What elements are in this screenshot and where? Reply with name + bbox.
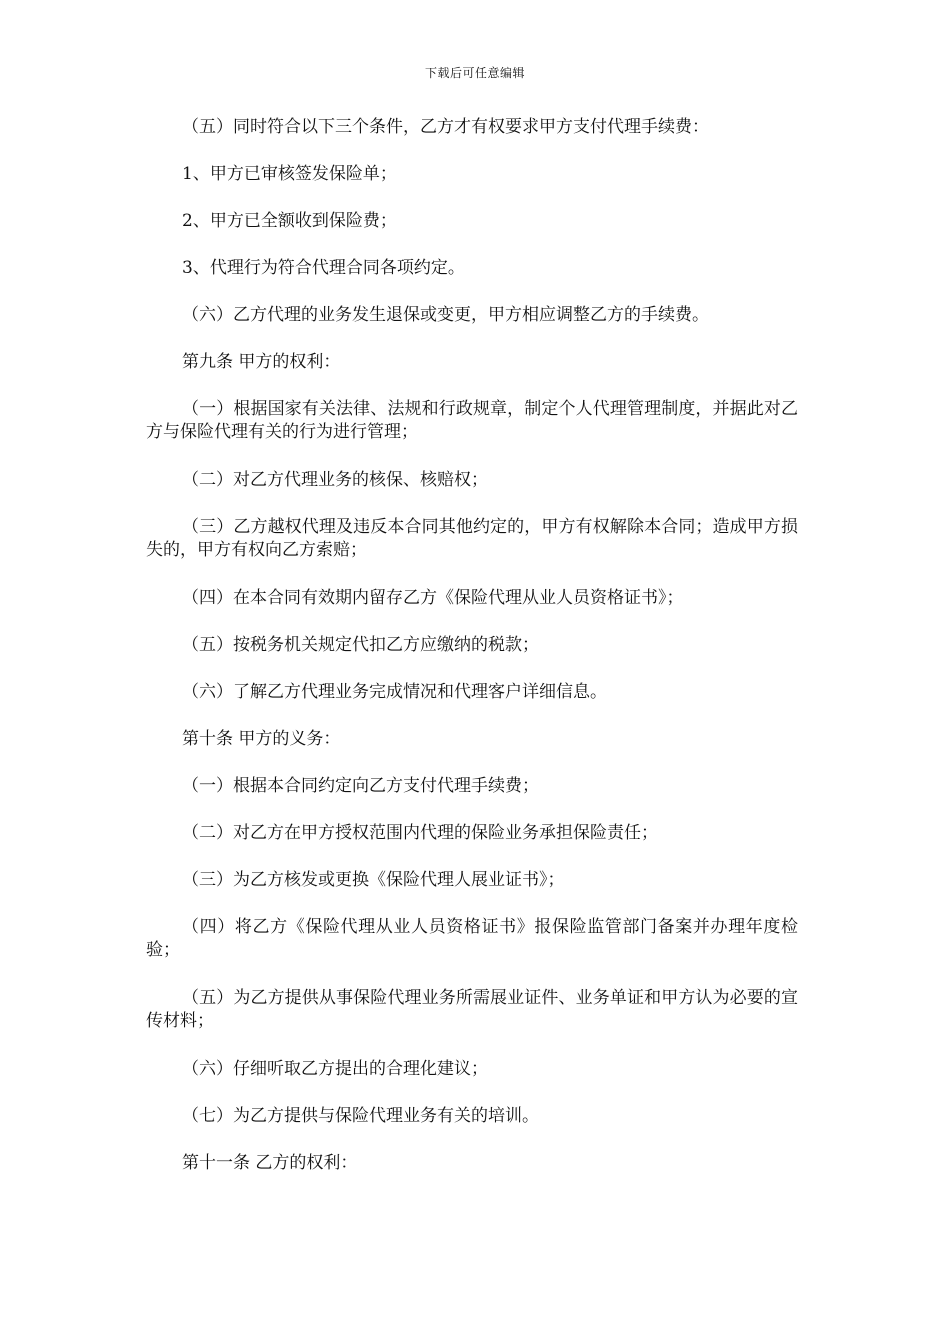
paragraph: （一）根据国家有关法律、法规和行政规章，制定个人代理管理制度，并据此对乙方与保险代理有关的行为进行管理； — [146, 399, 798, 442]
paragraph: （四）将乙方《保险代理从业人员资格证书》报保险监管部门备案并办理年度检验； — [146, 917, 798, 960]
paragraph: （六）乙方代理的业务发生退保或变更，甲方相应调整乙方的手续费。 — [182, 305, 709, 325]
paragraph: （二）对乙方在甲方授权范围内代理的保险业务承担保险责任； — [182, 823, 658, 843]
page-header: 下载后可任意编辑 — [424, 66, 525, 80]
paragraph: 2、甲方已全额收到保险费； — [182, 211, 397, 231]
paragraph: （一）根据本合同约定向乙方支付代理手续费； — [182, 776, 539, 796]
paragraph: （五）按税务机关规定代扣乙方应缴纳的税款； — [182, 635, 539, 655]
paragraph: （三）乙方越权代理及违反本合同其他约定的，甲方有权解除本合同；造成甲方损失的，甲方有权向乙方索赔； — [146, 517, 798, 560]
paragraph: （六）仔细听取乙方提出的合理化建议； — [182, 1059, 488, 1079]
paragraph: （六）了解乙方代理业务完成情况和代理客户详细信息。 — [182, 682, 607, 702]
paragraph: （七）为乙方提供与保险代理业务有关的培训。 — [182, 1106, 539, 1126]
section-heading: 第十条 甲方的义务： — [182, 729, 341, 749]
paragraph: （五）为乙方提供从事保险代理业务所需展业证件、业务单证和甲方认为必要的宣传材料； — [146, 988, 798, 1031]
paragraph: （二）对乙方代理业务的核保、核赔权； — [182, 470, 488, 490]
paragraph: （四）在本合同有效期内留存乙方《保险代理从业人员资格证书》； — [182, 588, 684, 608]
paragraph: 3、代理行为符合代理合同各项约定。 — [182, 258, 465, 278]
document-body — [146, 116, 798, 1199]
paragraph: （五）同时符合以下三个条件，乙方才有权要求甲方支付代理手续费： — [182, 117, 709, 137]
section-heading: 第九条 甲方的权利： — [182, 352, 341, 372]
paragraph: （三）为乙方核发或更换《保险代理人展业证书》； — [182, 870, 565, 890]
section-heading: 第十一条 乙方的权利： — [182, 1153, 358, 1173]
paragraph: 1、甲方已审核签发保险单； — [182, 164, 397, 184]
